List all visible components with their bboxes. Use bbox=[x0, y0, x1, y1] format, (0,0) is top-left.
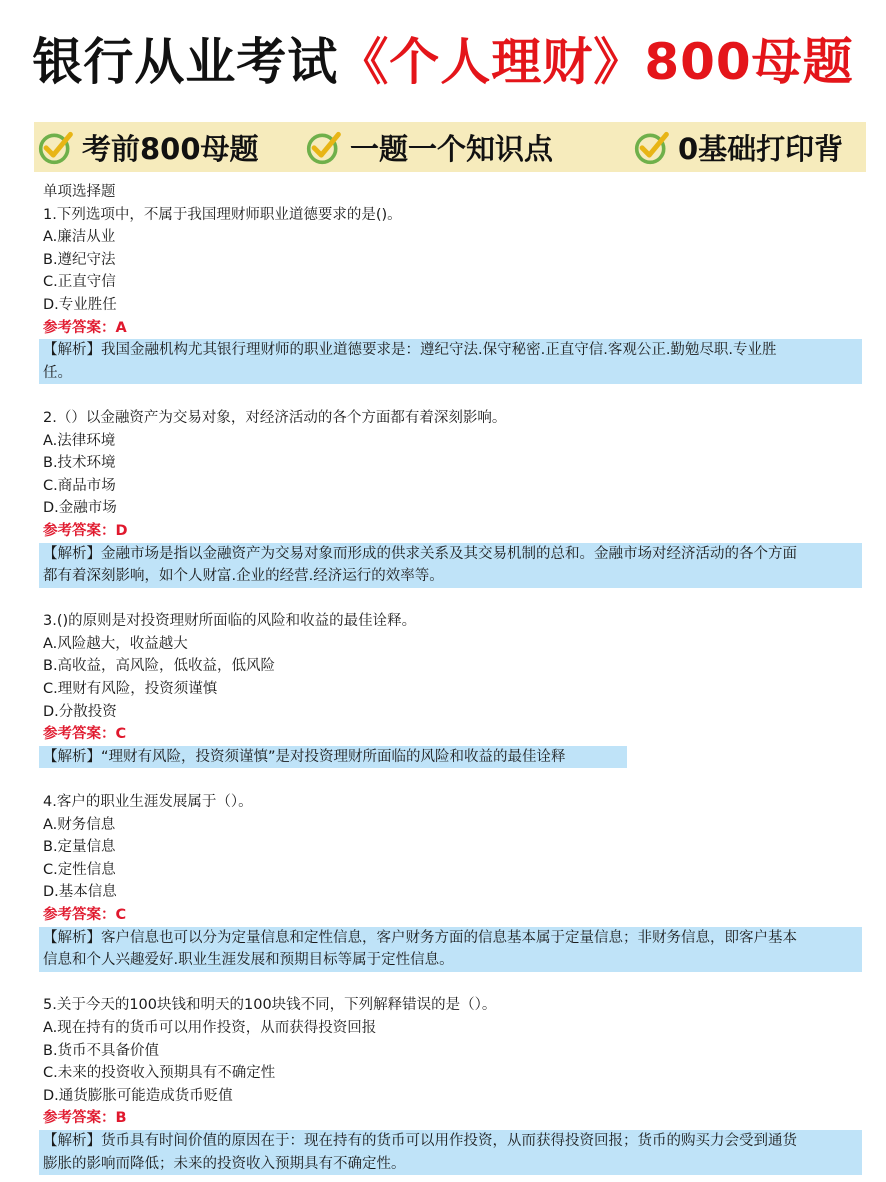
analysis-block bbox=[39, 927, 862, 972]
title-part-subject: 《个人理财》 bbox=[338, 33, 645, 91]
question-stem: 2.（）以金融资产为交易对象，对经济活动的各个方面都有着深刻影响。 bbox=[43, 409, 507, 426]
option: A.法律环境 bbox=[43, 432, 116, 449]
analysis-block bbox=[39, 543, 862, 588]
analysis-line: 都有着深刻影响，如个人财富.企业的经营.经济运行的效率等。 bbox=[43, 568, 444, 585]
title-part-count: 800母题 bbox=[644, 33, 854, 91]
question-block bbox=[43, 994, 873, 1175]
answer-label: 参考答案：D bbox=[43, 522, 128, 539]
question-stem: 3.()的原则是对投资理财所面临的风险和收益的最佳诠释。 bbox=[43, 613, 417, 630]
question-stem: 4.客户的职业生涯发展属于（）。 bbox=[43, 794, 253, 811]
option: A.现在持有的货币可以用作投资，从而获得投资回报 bbox=[43, 1019, 377, 1036]
analysis-line: 信息和个人兴趣爱好.职业生涯发展和预期目标等属于定性信息。 bbox=[43, 952, 454, 969]
option: D.分散投资 bbox=[43, 703, 117, 720]
section-title: 单项选择题 bbox=[43, 184, 116, 200]
answer-label: 参考答案：C bbox=[43, 726, 127, 743]
question-stem: 1.下列选项中，不属于我国理财师职业道德要求的是()。 bbox=[43, 206, 402, 223]
option: C.未来的投资收入预期具有不确定性 bbox=[43, 1065, 276, 1082]
answer-label: 参考答案：A bbox=[43, 319, 127, 336]
option: D.通货膨胀可能造成货币贬值 bbox=[43, 1087, 233, 1104]
analysis-line: 任。 bbox=[43, 364, 72, 381]
option: A.廉洁从业 bbox=[43, 229, 116, 246]
option: B.遵纪守法 bbox=[43, 251, 116, 268]
check-circle-icon bbox=[306, 129, 342, 165]
option: B.货币不具备价值 bbox=[43, 1042, 160, 1059]
analysis-line: 【解析】货币具有时间价值的原因在于：现在持有的货币可以用作投资，从而获得投资回报；货币的购买力会受到通货 bbox=[43, 1132, 797, 1149]
option: C.理财有风险，投资须谨慎 bbox=[43, 681, 218, 698]
feature-label: 一题一个知识点 bbox=[350, 131, 554, 166]
option: C.正直守信 bbox=[43, 274, 116, 291]
check-circle-icon bbox=[38, 129, 74, 165]
option: B.高收益，高风险，低收益，低风险 bbox=[43, 658, 276, 675]
analysis-block bbox=[39, 339, 862, 384]
question-block bbox=[43, 791, 873, 972]
analysis-line: 【解析】我国金融机构尤其银行理财师的职业道德要求是：遵纪守法.保守秘密.正直守信.客观公正.勤勉尽职.专业胜 bbox=[43, 342, 777, 359]
option: B.定量信息 bbox=[43, 839, 116, 856]
answer-label: 参考答案：B bbox=[43, 1110, 127, 1127]
question-block bbox=[43, 610, 873, 768]
page-title bbox=[0, 22, 886, 94]
feature-item bbox=[634, 122, 843, 172]
feature-banner bbox=[34, 122, 866, 172]
answer-label: 参考答案：C bbox=[43, 907, 127, 923]
option: C.定性信息 bbox=[43, 861, 116, 878]
analysis-block bbox=[39, 746, 627, 769]
analysis-line: 膨胀的影响而降低；未来的投资收入预期具有不确定性。 bbox=[43, 1155, 406, 1172]
feature-label: 0基础打印背 bbox=[678, 131, 844, 166]
option: C.商品市场 bbox=[43, 477, 116, 494]
question-block bbox=[43, 407, 873, 588]
analysis-line: 【解析】客户信息也可以分为定量信息和定性信息，客户财务方面的信息基本属于定量信息；非财务信息，即客户基本 bbox=[43, 929, 797, 946]
analysis-block bbox=[39, 1130, 862, 1175]
option: D.专业胜任 bbox=[43, 296, 117, 313]
option: D.基本信息 bbox=[43, 884, 117, 901]
feature-label: 考前800母题 bbox=[82, 131, 259, 166]
analysis-line: 【解析】“理财有风险，投资须谨慎”是对投资理财所面临的风险和收益的最佳诠释 bbox=[43, 748, 566, 765]
feature-item bbox=[38, 122, 259, 172]
feature-item bbox=[306, 122, 553, 172]
question-block bbox=[43, 204, 873, 385]
analysis-line: 【解析】金融市场是指以金融资产为交易对象而形成的供求关系及其交易机制的总和。金融市场对经济活动的各个方面 bbox=[43, 545, 797, 562]
check-circle-icon bbox=[634, 129, 670, 165]
option: A.财务信息 bbox=[43, 816, 116, 833]
question-list bbox=[43, 181, 873, 1175]
option: A.风险越大，收益越大 bbox=[43, 635, 188, 652]
option: D.金融市场 bbox=[43, 500, 117, 517]
option: B.技术环境 bbox=[43, 455, 116, 472]
title-part-exam: 银行从业考试 bbox=[32, 33, 339, 91]
question-stem: 5.关于今天的100块钱和明天的100块钱不同，下列解释错误的是（）。 bbox=[43, 997, 497, 1014]
